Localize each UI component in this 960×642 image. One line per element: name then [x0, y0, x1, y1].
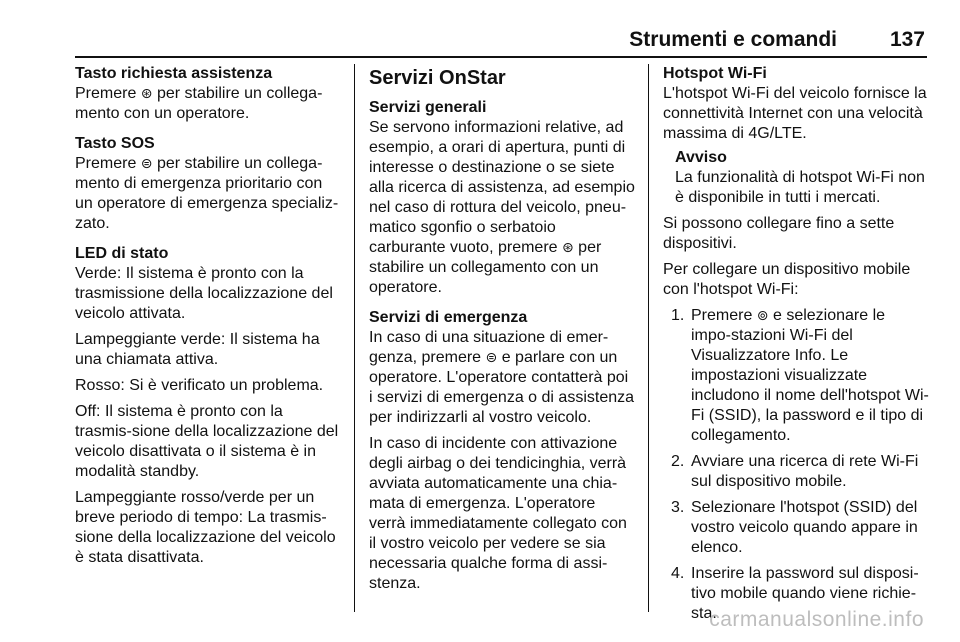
list-item: 1. Premere ⊚ e selezionare le impo-stazioni Wi-Fi del Visualizzatore Info. Le impostazioni visualizzate includono il nome dell'hotspot Wi-Fi (SSID), la password e il tipo di collegamento. [671, 307, 929, 444]
step-number: 2. [671, 453, 685, 470]
list-item: 4. Inserire la password sul disposi-tivo mobile quando viene richie-sta. [671, 565, 919, 622]
emergency-services-heading: Servizi di emergenza [369, 309, 528, 326]
page-header [75, 0, 927, 52]
assist-icon: ⊛ [140, 86, 153, 102]
emergency-services-text: In caso di una situazione di emer-genza, premere ⊜ e parlare con un operatore. L'operatore contatterà poi i servizi di emergenza o di assistenza per indirizzarli al vostro veicolo. [369, 329, 635, 426]
led-green-blink-text: Lampeggiante verde: Il sistema ha una chiamata attiva. [75, 331, 320, 368]
sos-button-heading: Tasto SOS [75, 135, 155, 152]
header-rule [75, 56, 927, 58]
column-left [75, 64, 343, 568]
general-services-text: Se servono informazioni relative, ad esempio, a orari di apertura, punti di interesse o destinazione o se siete alla ricerca di assistenza, ad esempio nel caso di rottura del veicolo, pneu-matico sgonfio o serbatoio carburante vuoto, premere ⊛ per stabilire un collegamento con un operatore. [369, 119, 635, 296]
column-right [663, 64, 929, 624]
page-title: Strumenti e comandi [629, 28, 837, 51]
sos-button-text: Premere ⊜ per stabilire un collega-mento di emergenza prioritario con un operatore di emergenza specializ-zato. [75, 155, 339, 232]
led-red-text: Rosso: Si è verificato un problema. [75, 377, 324, 394]
notice-box [675, 148, 929, 208]
hotspot-heading: Hotspot Wi-Fi [663, 65, 767, 82]
general-services-heading: Servizi generali [369, 99, 487, 116]
connect-steps-list [663, 306, 929, 624]
sos-icon: ⊜ [140, 156, 153, 172]
step-number: 1. [671, 307, 685, 324]
column-divider-right [648, 64, 649, 612]
step-number: 4. [671, 565, 685, 582]
onstar-services-heading: Servizi OnStar [369, 67, 506, 89]
settings-icon: ⊚ [756, 308, 769, 324]
page-number: 137 [889, 28, 925, 51]
connect-instructions-text: Per collegare un dispositivo mobile con l'hotspot Wi-Fi: [663, 261, 911, 298]
emergency-airbag-text: In caso di incidente con attivazione degli airbag o dei tendicinghia, verrà avviata automaticamente una chia-mata di emergenza. L'operatore verrà immediatamente collegato con il vostro veicolo per vedere se sia necessaria qualche forma di assi-stenza. [369, 435, 627, 592]
list-item: 3. Selezionare l'hotspot (SSID) del vostro veicolo quando appare in elenco. [671, 499, 918, 556]
device-limit-text: Si possono collegare fino a sette dispositivi. [663, 215, 895, 252]
sos-icon: ⊜ [485, 350, 498, 366]
hotspot-intro-text: L'hotspot Wi-Fi del veicolo fornisce la connettività Internet con una velocità massima di 4G/LTE. [663, 85, 927, 142]
column-divider-left [354, 64, 355, 612]
status-led-heading: LED di stato [75, 245, 169, 262]
list-item: 2. Avviare una ricerca di rete Wi-Fi sul dispositivo mobile. [671, 453, 919, 490]
led-red-green-text: Lampeggiante rosso/verde per un breve periodo di tempo: La trasmis-sione della localizzazione del veicolo è stata disattivata. [75, 489, 336, 566]
step-number: 3. [671, 499, 685, 516]
column-middle [369, 64, 635, 594]
notice-heading: Avviso [675, 149, 727, 166]
assist-icon: ⊛ [562, 240, 574, 256]
assist-button-text: Premere ⊛ per stabilire un collega-mento con un operatore. [75, 85, 323, 122]
assist-button-heading: Tasto richiesta assistenza [75, 65, 273, 82]
led-green-text: Verde: Il sistema è pronto con la trasmissione della localizzazione del veicolo attivata. [75, 265, 333, 322]
notice-text: La funzionalità di hotspot Wi-Fi non è disponibile in tutti i mercati. [675, 169, 925, 206]
watermark: carmanualsonline.info [709, 608, 924, 631]
led-off-text: Off: Il sistema è pronto con la trasmis-sione della localizzazione del veicolo disattivata o il sistema è in modalità standby. [75, 403, 339, 480]
